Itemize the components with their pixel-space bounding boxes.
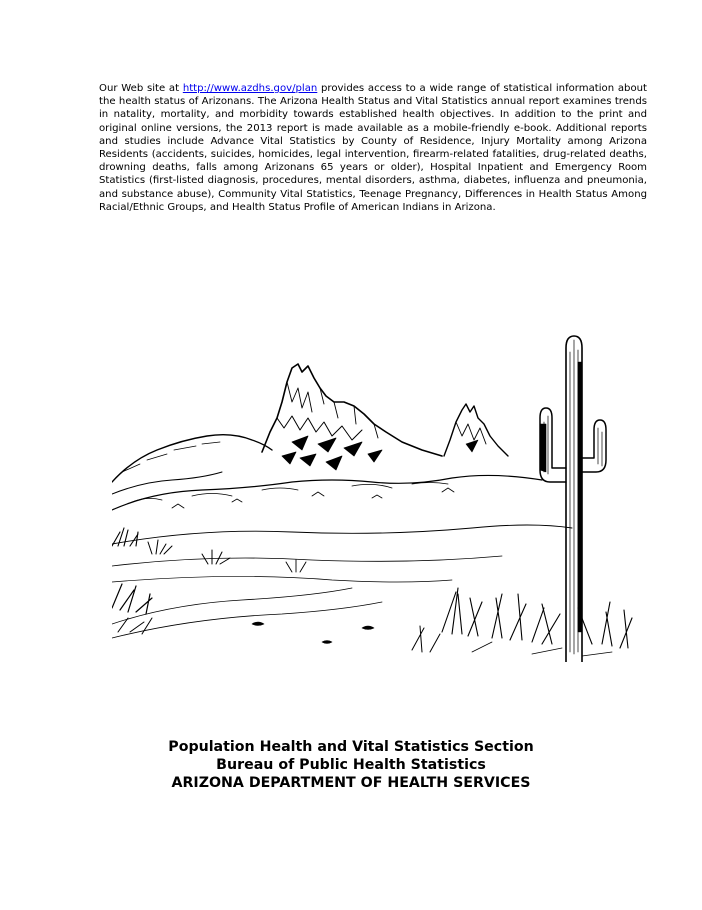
website-link[interactable]: http://www.azdhs.gov/plan bbox=[182, 83, 318, 94]
department-name: ARIZONA DEPARTMENT OF HEALTH SERVICES bbox=[171, 775, 531, 791]
section-name: Population Health and Vital Statistics Section bbox=[168, 739, 534, 755]
bureau-name: Bureau of Public Health Statistics bbox=[216, 757, 486, 773]
intro-paragraph bbox=[99, 82, 647, 214]
document-footer bbox=[0, 738, 702, 792]
intro-text-after-link: provides access to a wide range of statistical information about the health status of Arizonans. The Arizona Health Status and Vital Statistics annual report examines trends in natality, mortality, and morbidity towards established health objectives. In addition to the print and original online versions, the 2013 report is made available as a mobile-friendly e-book. Additional reports and studies include Advance Vital Statistics by County of Residence, Injury Mortality among Arizona Residents (accidents, suicides, homicides, legal intervention, firearm-related fatalities, drug-related deaths, drowning deaths, falls among Arizonans 65 years or older), Hospital Inpatient and Emergency Room Statistics (first-listed diagnosis, procedures, mental disorders, asthma, diabetes, influenza and pneumonia, and substance abuse), Community Vital Statistics, Teenage Pregnancy, Differences in Health Status Among Racial/Ethnic Groups, and Health Status Profile of American Indians in Arizona. bbox=[99, 83, 647, 213]
intro-text-before-link: Our Web site at bbox=[99, 83, 183, 94]
desert-landscape-illustration bbox=[112, 332, 636, 662]
